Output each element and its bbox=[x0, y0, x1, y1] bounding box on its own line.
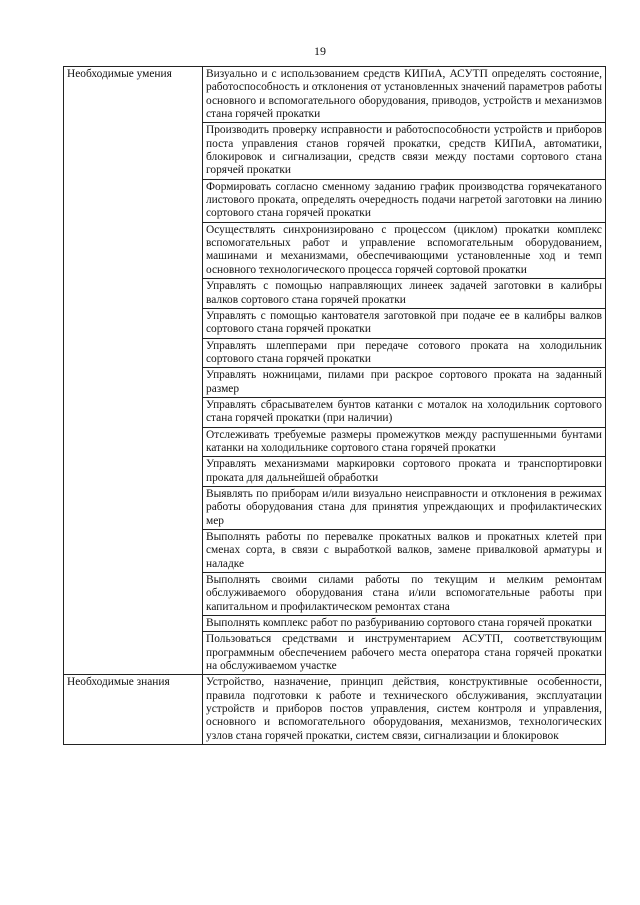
requirements-table-body bbox=[64, 67, 606, 745]
requirement-item: Выполнять своими силами работы по текущим и мелким ремонтам обслуживаемого оборудования стана и/или вспомогательные работы при капитальном и профилактическом ремонтах стана bbox=[203, 573, 606, 616]
requirement-item: Осуществлять синхронизировано с процессом (циклом) прокатки комплекс вспомогательных работ и управление вспомогательным оборудованием, машинами и механизмами, обеспечивающими установленные ход и темп основного технологического процесса горячей сортовой прокатки bbox=[203, 222, 606, 278]
requirement-item: Отслеживать требуемые размеры промежутков между распушенными бунтами катанки на холодильнике сортового стана горячей прокатки bbox=[203, 427, 606, 457]
requirements-table bbox=[63, 66, 606, 745]
requirement-item: Формировать согласно сменному заданию график производства горячекатаного листового проката, определять очередность подачи нагретой заготовки на линию сортового стана горячей прокатки bbox=[203, 179, 606, 222]
section-label: Необходимые умения bbox=[67, 68, 172, 80]
section-label: Необходимые знания bbox=[67, 676, 170, 689]
requirement-item: Выполнять комплекс работ по разбуриванию сортового стана горячей прокатки bbox=[203, 616, 606, 632]
requirement-item: Выявлять по приборам и/или визуально неисправности и отклонения в режимах работы оборудования стана для принятия упреждающих и профилактических мер bbox=[203, 486, 606, 529]
table-row bbox=[64, 67, 606, 123]
requirement-item: Управлять ножницами, пилами при раскрое сортового проката на заданный размер bbox=[203, 368, 606, 398]
table-row bbox=[64, 675, 606, 745]
requirement-item: Производить проверку исправности и работоспособности устройств и приборов поста управления станов горячей прокатки, средств КИПиА, автоматики, блокировок и сигнализации, средств связи между постами сортового стана горячей прокатки bbox=[203, 123, 606, 179]
requirement-item: Управлять с помощью кантователя заготовкой при подаче ее в калибры валков сортового стана горячей прокатки bbox=[203, 308, 606, 338]
page-number: 19 bbox=[314, 44, 326, 58]
section-label-cell bbox=[64, 675, 203, 745]
requirement-item: Управлять с помощью направляющих линеек задачей заготовки в калибры валков сортового стана горячей прокатки bbox=[203, 279, 606, 309]
requirement-item: Выполнять работы по перевалке прокатных валков и прокатных клетей при сменах сорта, в связи с выработкой валков, замене привалковой арматуры и наладке bbox=[203, 530, 606, 573]
requirement-item: Устройство, назначение, принцип действия, конструктивные особенности, правила подготовки к работе и технического обслуживания, эксплуатации устройств и приборов постов управления, систем контроля и управления, основного и вспомогательного оборудования, механизмов, технологических узлов стана горячей прокатки, систем связи, сигнализации и блокировок bbox=[203, 675, 606, 745]
requirement-item: Управлять сбрасывателем бунтов катанки с моталок на холодильник сортового стана горячей прокатки (при наличии) bbox=[203, 397, 606, 427]
requirement-item: Пользоваться средствами и инструментарием АСУТП, соответствующим программным обеспечением рабочего места оператора стана горячей прокатки на обслуживаемом участке bbox=[203, 632, 606, 675]
requirement-item: Визуально и с использованием средств КИПиА, АСУТП определять состояние, работоспособность и отклонения от установленных значений параметров работы основного и вспомогательного оборудования, приводов, устройств и механизмов стана горячей прокатки bbox=[203, 67, 606, 123]
requirement-item: Управлять шлепперами при передаче сотового проката на холодильник сортового стана горячей прокатки bbox=[203, 338, 606, 368]
requirement-item: Управлять механизмами маркировки сортового проката и транспортировки проката для дальнейшей обработки bbox=[203, 457, 606, 487]
section-label-cell bbox=[64, 67, 203, 675]
